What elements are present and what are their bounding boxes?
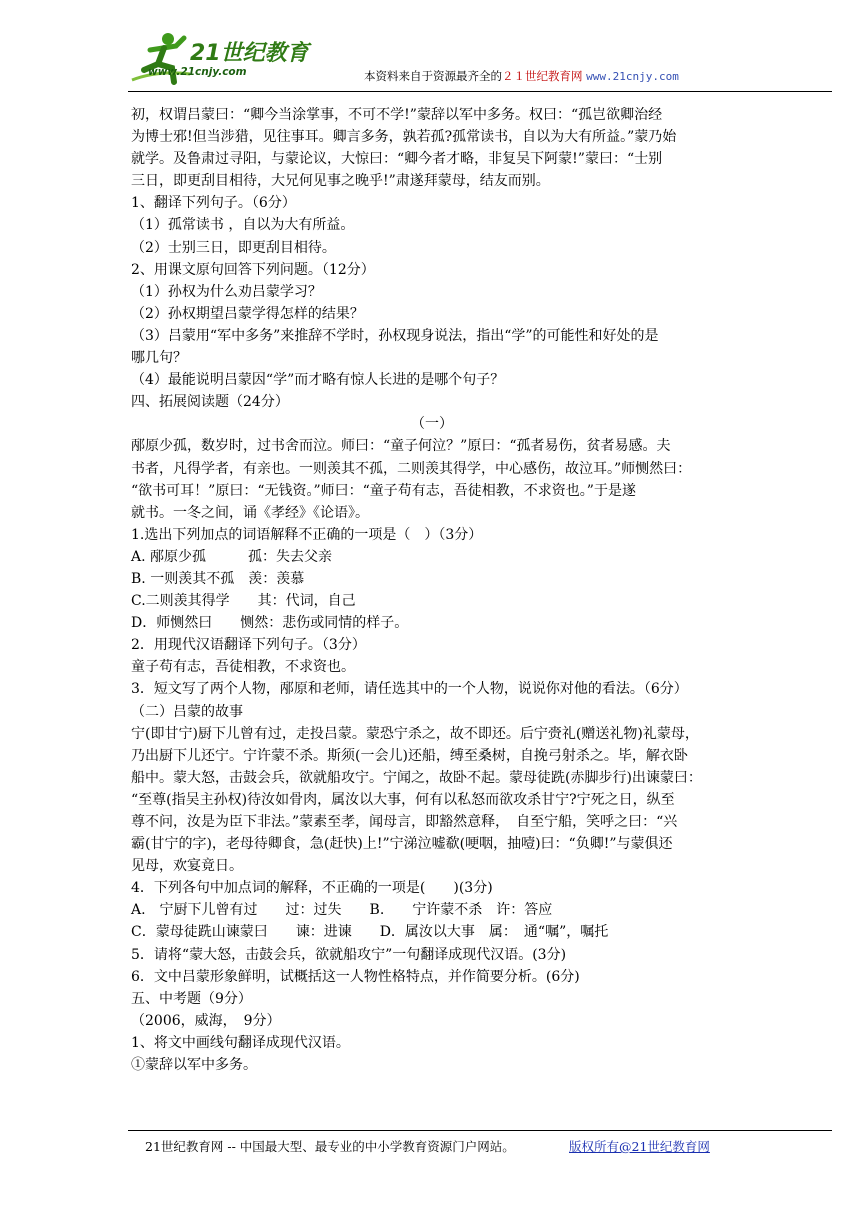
logo-site-url: www.21cnjy.com (148, 66, 247, 78)
text-line: 见母，欢宴竟日。 (131, 858, 243, 875)
option-line: C.二则羡其得学 其：代词，自己 (131, 593, 356, 610)
page-header (128, 30, 832, 90)
question-item: （3）吕蒙用“军中多务”来推辞不学时，孙权现身说法，指出“学”的可能性和好处的是 (131, 327, 659, 344)
question-item: （1）孤常读书 ，自以为大有所益。 (131, 217, 355, 234)
option-line: A. 宁厨下儿曾有过 过：过失 B. 宁许蒙不杀 许：答应 (131, 902, 553, 919)
footer-divider (128, 1130, 832, 1131)
footer-text: 21世纪教育网 -- 中国最大型、最专业的中小学教育资源门户网站。 (145, 1139, 515, 1154)
site-logo[interactable] (128, 30, 343, 86)
question-item: （2）孙权期望吕蒙学得怎样的结果？ (131, 305, 364, 322)
text-line: 三日，即更刮目相待，大兄何见事之晚乎!”肃遂拜蒙母，结友而别。 (131, 173, 550, 190)
page-footer (145, 1137, 710, 1155)
copyright-link[interactable]: 版权所有@21世纪教育网 (569, 1139, 710, 1154)
question-item: （1）孙权为什么劝吕蒙学习？ (131, 283, 322, 300)
question-heading: 1、翻译下列句子。（6分） (131, 195, 296, 212)
text-line: 童子苟有志，吾徒相教，不求资也。 (131, 659, 355, 676)
text-line: 就书。一冬之间，诵《孝经》《论语》。 (131, 504, 369, 521)
question-heading: 6．文中吕蒙形象鲜明，试概括这一人物性格特点，并作简要分析。(6分) (131, 968, 580, 985)
logo-brand-text: 21世纪教育 (190, 41, 309, 66)
text-line: 尊不问，汝是为臣下非法。”蒙素至孝，闻母言，即豁然意释， 自至宁船，笑呼之曰：“兴 (131, 814, 678, 830)
text-line: 霸(甘宁的字)，老母待卿食，急(赶快)上!”宁涕泣嘘欷(哽咽，抽噎)曰：“负卿!”与蒙俱还 (131, 836, 673, 853)
question-heading: 5．请将“蒙大怒，击鼓会兵，欲就船攻宁”一句翻译成现代汉语。(3分) (131, 946, 567, 963)
option-line: B. 一则羡其不孤 羡：羡慕 (131, 570, 305, 587)
header-site-name[interactable]: ２１世纪教育网 (502, 69, 583, 83)
header-source-note (364, 68, 679, 84)
option-line: D．师恻然曰 恻然：悲伤或同情的样子。 (131, 615, 409, 632)
question-heading: 4．下列各句中加点词的解释，不正确的一项是( )(3分) (131, 880, 493, 897)
question-item: ①蒙辞以军中多务。 (131, 1057, 257, 1074)
option-line: C．蒙母徒跣山谏蒙曰 谏：进谏 D．属汝以大事 属： 通“嘱”，嘱托 (131, 924, 609, 941)
section-heading: 四、拓展阅读题（24分） (131, 394, 289, 411)
option-line: A. 邴原少孤 孤：失去父亲 (131, 548, 333, 565)
question-item: （2）士别三日，即更刮目相待。 (131, 239, 336, 256)
text-line: （2006，威海， 9分） (131, 1012, 281, 1029)
question-heading: 2．用现代汉语翻译下列句子。（3分） (131, 637, 366, 654)
text-line: 宁(即甘宁)厨下儿曾有过，走投吕蒙。蒙恐宁杀之，故不即还。后宁赍礼(赠送礼物)礼蒙母， (131, 725, 699, 742)
question-heading: 1、将文中画线句翻译成现代汉语。 (131, 1034, 350, 1051)
header-note-prefix: 本资料来自于资源最齐全的 (364, 69, 502, 83)
question-heading: 1.选出下列加点的词语解释不正确的一项是（ ）（3分） (131, 526, 483, 543)
subsection-heading: （一） (411, 416, 453, 433)
text-line: 书者，凡得学者，有亲也。一则羡其不孤，二则羡其得学，中心感伤，故泣耳。”师恻然曰： (131, 460, 692, 477)
text-line: 船中。蒙大怒，击鼓会兵，欲就船攻宁。宁闻之，故卧不起。蒙母徒跣(赤脚步行)出谏蒙曰： (131, 769, 702, 786)
document-body (131, 104, 733, 1076)
subsection-heading: （二）吕蒙的故事 (131, 703, 243, 720)
question-heading: 3．短文写了两个人物，邴原和老师，请任选其中的一个人物，说说你对他的看法。（6分） (131, 681, 688, 698)
header-divider (128, 91, 832, 92)
text-line: 就学。及鲁肃过寻阳，与蒙论议，大惊曰：“卿今者才略，非复吴下阿蒙!”蒙曰：“士别 (131, 151, 663, 168)
text-line: “欲书可耳！”原曰：“无钱资。”师曰：“童子苟有志，吾徒相教，不求资也。”于是遂 (131, 482, 636, 499)
text-line: 邴原少孤，数岁时，过书舍而泣。师曰：“童子何泣？”原曰：“孤者易伤，贫者易感。夫 (131, 438, 671, 455)
text-line: 乃出厨下儿还宁。宁许蒙不杀。斯须(一会儿)还船，缚至桑树，自挽弓射杀之。毕，解衣卧 (131, 747, 688, 764)
section-heading: 五、中考题（9分） (131, 990, 252, 1007)
question-heading: 2、用课文原句回答下列问题。（12分） (131, 261, 375, 278)
text-line: 初，权谓吕蒙曰：“卿今当涂掌事，不可不学!”蒙辞以军中多务。权曰：“孤岂欲卿治经 (131, 107, 663, 123)
text-line: 哪几句？ (131, 350, 187, 367)
question-item: （4）最能说明吕蒙因“学”而才略有惊人长进的是哪个句子？ (131, 372, 505, 389)
text-line: “至尊(指吴主孙权)待汝如骨肉，属汝以大事，何有以私怒而欲攻杀甘宁?宁死之日，纵至 (131, 791, 675, 808)
text-line: 为博士邪!但当涉猎，见往事耳。卿言多务，孰若孤?孤常读书，自以为大有所益。”蒙乃始 (131, 129, 677, 146)
header-site-url[interactable]: www.21cnjy.com (586, 70, 679, 83)
